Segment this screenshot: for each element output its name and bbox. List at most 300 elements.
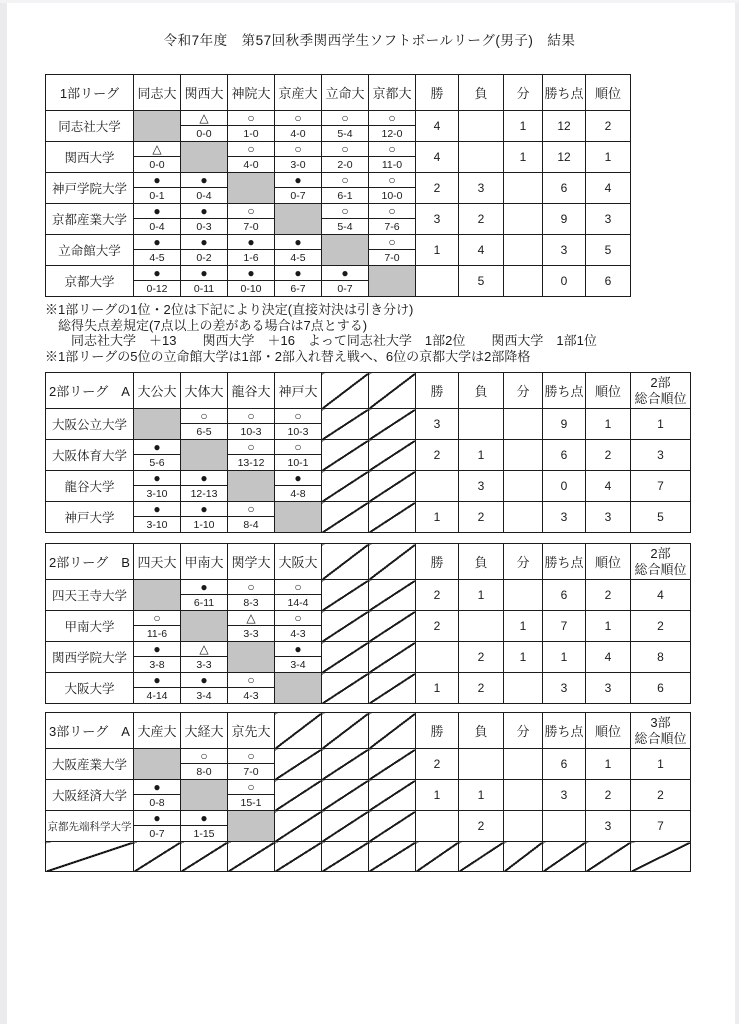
opponent-header-cell: 甲南大 [181,544,228,580]
match-result-symbol: ○ [228,502,275,517]
stat-value-cell [459,749,504,780]
match-score: 4-8 [275,486,322,502]
stat-value-cell [504,440,543,471]
stat-header-cell: 負 [459,373,504,409]
league-title-cell: 2部リーグ B [46,544,134,580]
match-result-symbol: ● [134,173,181,188]
stat-value-cell [504,749,543,780]
self-match-cell [134,111,181,142]
match-result-symbol: ○ [369,142,416,157]
match-score: 4-3 [228,688,275,704]
match-score: 7-0 [369,250,416,266]
diagonal-cell [322,811,369,842]
stat-value-cell: 1 [504,142,543,173]
note-line: ※1部リーグの1位・2位は下記により決定(直接対決は引き分け) [45,302,414,317]
league-results-table-1 [45,74,631,297]
diagonal-cell [322,780,369,811]
stat-value-cell: 2 [416,173,459,204]
diagonal-cell [322,749,369,780]
stat-value-cell [459,611,504,642]
diagonal-cell [275,842,322,872]
match-result-symbol: ○ [228,111,275,126]
stat-value-cell: 4 [416,111,459,142]
match-score: 0-0 [134,157,181,173]
match-result-symbol: ○ [275,440,322,455]
match-score: 0-10 [228,281,275,297]
diagonal-header-cell [322,713,369,749]
stat-value-cell [416,471,459,502]
stat-value-cell: 2 [459,673,504,704]
match-result-symbol: ● [134,642,181,657]
match-score: 0-7 [275,188,322,204]
match-result-symbol: ● [134,440,181,455]
stat-value-cell: 12 [543,111,586,142]
diagonal-cell [322,471,369,502]
team-name-cell: 大阪産業大学 [46,749,134,780]
stat-value-cell [504,673,543,704]
match-result-symbol: ○ [228,440,275,455]
stat-value-cell [504,409,543,440]
stat-value-cell: 1 [586,611,631,642]
stat-value-cell [504,266,543,297]
stat-value-cell: 5 [586,235,631,266]
stat-value-cell: 6 [586,266,631,297]
match-result-symbol: ○ [275,611,322,626]
self-match-cell [181,611,228,642]
diagonal-cell [275,780,322,811]
match-result-symbol: ● [275,173,322,188]
note-line: 総得失点差規定(7点以上の差がある場合は7点とする) [58,317,368,333]
team-name-cell: 京都産業大学 [46,204,134,235]
stat-value-cell: 1 [631,749,691,780]
match-result-symbol: ● [181,673,228,688]
stat-value-cell: 1 [504,642,543,673]
match-score: 4-5 [275,250,322,266]
match-score: 0-2 [181,250,228,266]
match-score: 4-3 [275,626,322,642]
match-score: 7-6 [369,219,416,235]
overall-rank-header-cell: 2部 総合順位 [631,373,691,409]
stat-value-cell: 3 [586,502,631,533]
opponent-header-cell: 関西大 [181,75,228,111]
match-result-symbol: ● [181,204,228,219]
note-line: ※1部リーグの5位の立命館大学は1部・2部入れ替え戦へ、6位の京都大学は2部降格 [45,348,531,364]
opponent-header-cell: 大産大 [134,713,181,749]
stat-value-cell [504,780,543,811]
match-score: 12-0 [369,126,416,142]
notes-block [45,302,739,364]
diagonal-cell [504,842,543,872]
match-score: 10-3 [228,424,275,440]
stat-value-cell [504,811,543,842]
diagonal-cell [275,749,322,780]
stat-header-cell: 勝ち点 [543,713,586,749]
self-match-cell [228,642,275,673]
stat-value-cell [416,811,459,842]
match-score: 2-0 [322,157,369,173]
match-result-symbol: △ [181,642,228,657]
self-match-cell [181,142,228,173]
self-match-cell [134,749,181,780]
stat-value-cell: 2 [416,440,459,471]
opponent-header-cell: 大体大 [181,373,228,409]
stat-value-cell: 3 [586,204,631,235]
stat-value-cell: 3 [586,811,631,842]
stat-value-cell: 2 [631,780,691,811]
match-score: 5-4 [322,219,369,235]
match-result-symbol: ● [134,204,181,219]
match-result-symbol: ● [181,471,228,486]
division1-table-container [45,74,739,297]
stat-value-cell [504,173,543,204]
stat-header-cell: 勝 [416,544,459,580]
stat-value-cell: 3 [586,673,631,704]
diagonal-cell [459,842,504,872]
match-score: 1-0 [228,126,275,142]
team-name-cell: 関西大学 [46,142,134,173]
league-title-cell: 3部リーグ A [46,713,134,749]
match-score: 0-7 [134,826,181,842]
league-results-table-3 [45,543,691,704]
stat-value-cell: 3 [416,409,459,440]
stat-value-cell: 1 [416,502,459,533]
diagonal-cell [631,842,691,872]
diagonal-cell [586,842,631,872]
stat-value-cell: 0 [543,471,586,502]
team-name-cell: 龍谷大学 [46,471,134,502]
opponent-header-cell: 同志大 [134,75,181,111]
match-result-symbol: ○ [134,611,181,626]
stat-value-cell: 4 [631,580,691,611]
match-score: 7-0 [228,219,275,235]
opponent-header-cell: 京先大 [228,713,275,749]
league-results-table-4 [45,712,691,872]
diagonal-cell [228,842,275,872]
diagonal-cell [275,811,322,842]
match-result-symbol: ○ [322,173,369,188]
stat-value-cell: 1 [416,673,459,704]
stat-value-cell: 3 [459,173,504,204]
stat-value-cell [416,266,459,297]
stat-value-cell: 2 [416,611,459,642]
stat-value-cell: 1 [631,409,691,440]
diagonal-cell [134,842,181,872]
match-score: 3-10 [134,517,181,533]
opponent-header-cell: 大経大 [181,713,228,749]
match-result-symbol: ○ [322,204,369,219]
match-result-symbol: ● [275,642,322,657]
stat-value-cell: 9 [543,409,586,440]
diagonal-cell [322,673,369,704]
stat-header-cell: 勝ち点 [543,373,586,409]
match-result-symbol: △ [181,111,228,126]
match-result-symbol: ● [134,235,181,250]
scan-edge-right [735,0,739,1024]
match-score: 0-0 [181,126,228,142]
stat-value-cell: 7 [543,611,586,642]
stat-value-cell [504,580,543,611]
match-result-symbol: ● [181,502,228,517]
stat-value-cell: 2 [459,204,504,235]
match-result-symbol: ○ [228,780,275,795]
match-result-symbol: ○ [228,204,275,219]
self-match-cell [134,580,181,611]
match-result-symbol: ○ [228,673,275,688]
stat-value-cell: 1 [543,642,586,673]
match-score: 10-0 [369,188,416,204]
match-score: 3-0 [275,157,322,173]
stat-value-cell: 6 [543,173,586,204]
stat-header-cell: 負 [459,544,504,580]
stat-value-cell: 1 [504,111,543,142]
stat-value-cell: 4 [416,142,459,173]
match-result-symbol: ● [181,580,228,595]
match-score: 6-1 [322,188,369,204]
match-result-symbol: ● [134,811,181,826]
stat-header-cell: 勝 [416,75,459,111]
stat-value-cell: 3 [543,235,586,266]
stat-value-cell: 4 [586,471,631,502]
stat-header-cell: 分 [504,713,543,749]
stat-header-cell: 勝ち点 [543,75,586,111]
match-result-symbol: ○ [369,235,416,250]
team-name-cell: 大阪大学 [46,673,134,704]
stat-value-cell: 3 [459,471,504,502]
stat-value-cell: 8 [631,642,691,673]
team-name-cell: 大阪体育大学 [46,440,134,471]
match-score: 0-3 [181,219,228,235]
stat-value-cell: 6 [543,580,586,611]
match-result-symbol: ○ [369,173,416,188]
diagonal-header-cell [369,713,416,749]
match-score: 4-0 [228,157,275,173]
opponent-header-cell: 神院大 [228,75,275,111]
diagonal-cell [543,842,586,872]
opponent-header-cell: 大公大 [134,373,181,409]
opponent-header-cell: 大阪大 [275,544,322,580]
stat-value-cell: 9 [543,204,586,235]
stat-value-cell: 1 [459,780,504,811]
stat-value-cell: 2 [586,440,631,471]
stat-value-cell: 1 [586,409,631,440]
match-score: 0-7 [322,281,369,297]
match-result-symbol: ○ [275,142,322,157]
match-score: 8-0 [181,764,228,780]
match-score: 6-7 [275,281,322,297]
stat-value-cell [504,204,543,235]
self-match-cell [181,440,228,471]
diagonal-cell [369,471,416,502]
team-name-cell: 同志社大学 [46,111,134,142]
match-score: 3-3 [181,657,228,673]
stat-value-cell: 2 [459,811,504,842]
diagonal-cell [369,842,416,872]
league-title-cell: 2部リーグ A [46,373,134,409]
diagonal-cell [322,842,369,872]
diagonal-cell [369,811,416,842]
stat-value-cell: 1 [459,440,504,471]
team-name-cell: 四天王寺大学 [46,580,134,611]
note-line: 同志社大学 ＋13 関西大学 ＋16 よって同志社大学 1部2位 関西大学 1部1位 [71,333,597,348]
stat-header-cell: 勝 [416,713,459,749]
opponent-header-cell: 龍谷大 [228,373,275,409]
team-name-cell: 立命館大学 [46,235,134,266]
team-name-cell: 神戸学院大学 [46,173,134,204]
stat-header-cell: 順位 [586,713,631,749]
match-score: 4-14 [134,688,181,704]
match-score: 11-0 [369,157,416,173]
diagonal-cell [369,673,416,704]
stat-value-cell: 1 [459,580,504,611]
match-score: 4-5 [134,250,181,266]
match-score: 0-11 [181,281,228,297]
match-result-symbol: ○ [228,409,275,424]
match-result-symbol: ○ [275,409,322,424]
stat-value-cell: 3 [416,204,459,235]
diagonal-cell [369,780,416,811]
stat-value-cell: 3 [543,673,586,704]
stat-header-cell: 順位 [586,75,631,111]
diagonal-cell [322,642,369,673]
match-result-symbol: ● [134,780,181,795]
team-name-cell: 甲南大学 [46,611,134,642]
match-score: 13-12 [228,455,275,471]
match-score: 3-8 [134,657,181,673]
match-result-symbol: ● [134,471,181,486]
stat-value-cell: 1 [504,611,543,642]
opponent-header-cell: 四天大 [134,544,181,580]
match-result-symbol: ○ [181,409,228,424]
division2b-table-container [45,543,739,704]
opponent-header-cell: 京産大 [275,75,322,111]
division3a-table-container [45,712,739,872]
stat-header-cell: 分 [504,75,543,111]
stat-value-cell: 12 [543,142,586,173]
self-match-cell [275,673,322,704]
match-score: 1-15 [181,826,228,842]
opponent-header-cell: 関学大 [228,544,275,580]
diagonal-cell [369,440,416,471]
match-result-symbol: ● [322,266,369,281]
diagonal-cell [322,580,369,611]
self-match-cell [322,235,369,266]
overall-rank-header-cell: 3部 総合順位 [631,713,691,749]
content-area [45,74,739,872]
team-name-cell: 大阪経済大学 [46,780,134,811]
self-match-cell [228,173,275,204]
stat-value-cell: 4 [459,235,504,266]
diagonal-cell [322,440,369,471]
stat-value-cell: 2 [586,111,631,142]
match-result-symbol: ○ [275,580,322,595]
match-result-symbol: ● [275,471,322,486]
stat-value-cell: 2 [459,502,504,533]
stat-value-cell [504,235,543,266]
match-score: 8-3 [228,595,275,611]
match-result-symbol: ○ [369,204,416,219]
stat-value-cell: 2 [416,749,459,780]
match-result-symbol: ● [228,235,275,250]
diagonal-cell [369,580,416,611]
match-score: 7-0 [228,764,275,780]
stat-value-cell [416,642,459,673]
stat-value-cell: 7 [631,471,691,502]
match-score: 8-4 [228,517,275,533]
stat-value-cell: 2 [586,580,631,611]
match-result-symbol: ● [228,266,275,281]
stat-value-cell: 3 [631,440,691,471]
match-score: 3-4 [181,688,228,704]
diagonal-cell [369,611,416,642]
diagonal-header-cell [322,373,369,409]
self-match-cell [181,780,228,811]
overall-rank-header-cell: 2部 総合順位 [631,544,691,580]
match-result-symbol: ● [181,811,228,826]
stat-value-cell: 1 [586,142,631,173]
match-score: 3-10 [134,486,181,502]
team-name-cell: 京都大学 [46,266,134,297]
match-score: 1-10 [181,517,228,533]
stat-value-cell: 6 [543,440,586,471]
stat-value-cell [459,111,504,142]
match-score: 4-0 [275,126,322,142]
match-score: 12-13 [181,486,228,502]
diagonal-cell [322,502,369,533]
stat-value-cell: 2 [586,780,631,811]
match-score: 0-8 [134,795,181,811]
match-score: 10-1 [275,455,322,471]
stat-header-cell: 順位 [586,544,631,580]
match-score: 5-6 [134,455,181,471]
team-name-cell: 京都先端科学大学 [46,811,134,842]
match-score: 10-3 [275,424,322,440]
self-match-cell [228,471,275,502]
match-result-symbol: ○ [369,111,416,126]
match-result-symbol: ○ [322,111,369,126]
stat-value-cell: 5 [631,502,691,533]
match-result-symbol: ● [134,266,181,281]
stat-value-cell: 1 [586,749,631,780]
stat-value-cell [504,471,543,502]
diagonal-cell [416,842,459,872]
match-result-symbol: ● [181,173,228,188]
match-result-symbol: ○ [181,749,228,764]
page-title: 令和7年度 第57回秋季関西学生ソフトボールリーグ(男子) 結果 [163,33,576,48]
match-score: 0-1 [134,188,181,204]
stat-value-cell [543,811,586,842]
self-match-cell [369,266,416,297]
stat-value-cell: 1 [416,235,459,266]
diagonal-cell [369,642,416,673]
diagonal-cell [322,409,369,440]
stat-header-cell: 勝ち点 [543,544,586,580]
match-score: 6-5 [181,424,228,440]
stat-value-cell: 2 [416,580,459,611]
diagonal-header-cell [275,713,322,749]
opponent-header-cell: 京都大 [369,75,416,111]
stat-value-cell: 7 [631,811,691,842]
match-score: 6-11 [181,595,228,611]
stat-header-cell: 負 [459,75,504,111]
team-name-cell: 関西学院大学 [46,642,134,673]
diagonal-cell [369,749,416,780]
scan-edge-left [0,0,7,1024]
match-score: 11-6 [134,626,181,642]
match-result-symbol: ● [134,502,181,517]
match-result-symbol: ● [181,266,228,281]
self-match-cell [134,409,181,440]
match-result-symbol: △ [134,142,181,157]
